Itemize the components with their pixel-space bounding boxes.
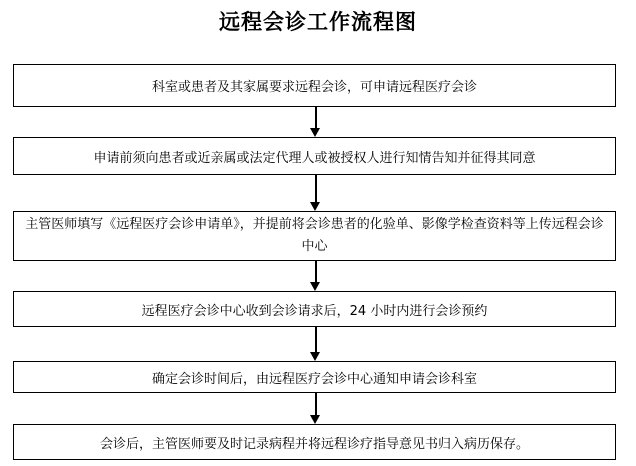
flow-step-6 [13, 424, 616, 460]
arrow-down-icon [314, 175, 317, 211]
flow-step-6-text: 会诊后，主管医师要及时记录病程并将远程诊疗指导意见书归入病历保存。 [99, 436, 529, 452]
arrow-down-icon [314, 327, 317, 361]
flow-step-3 [13, 211, 616, 261]
arrow-down-icon [314, 393, 317, 424]
flow-step-1 [13, 64, 616, 107]
flow-step-1-text: 科室或患者及其家属要求远程会诊，可申请远程医疗会诊 [151, 80, 477, 95]
flow-step-4 [13, 291, 616, 327]
arrow-down-icon [314, 107, 317, 137]
flow-step-2-text: 申请前须向患者或近亲属或法定代理人或被授权人进行知情告知并征得其同意 [93, 150, 536, 166]
flow-step-4-text: 远程医疗会诊中心收到会诊请求后，24 小时内进行会诊预约 [141, 303, 488, 319]
flow-step-5 [13, 361, 616, 393]
flow-step-2 [13, 137, 616, 175]
arrow-down-icon [314, 261, 317, 291]
page-title: 远程会诊工作流程图 [219, 10, 417, 34]
flow-step-5-text: 确定会诊时间后，由远程医疗会诊中心通知申请会诊科室 [151, 371, 477, 387]
flow-step-3-text: 主管医师填写《远程医疗会诊申请单》，并提前将会诊患者的化验单、影像学检查资料等上传远程会诊中心 [25, 217, 604, 254]
